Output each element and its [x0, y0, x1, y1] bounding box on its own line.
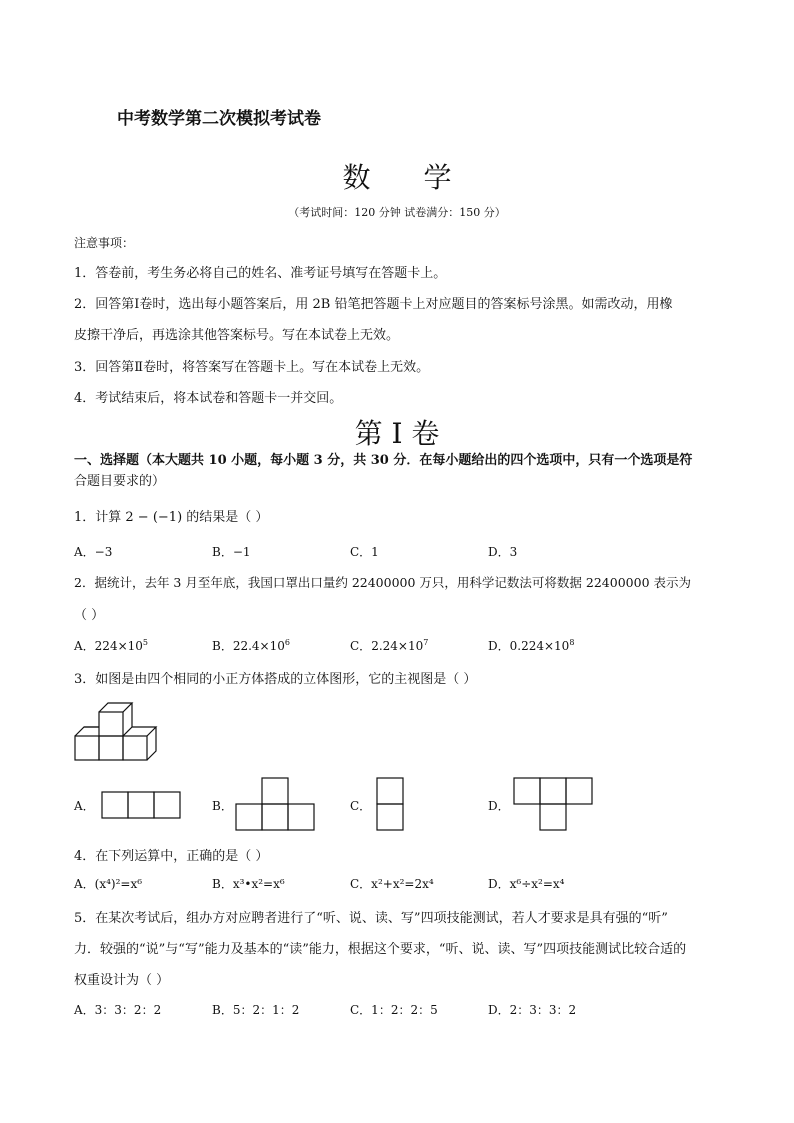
q1-option-a: A．−3 [74, 545, 113, 559]
notice-item-4: 4．考试结束后，将本试卷和答题卡一并交回。 [74, 391, 343, 406]
q2-stem-line2: （ ） [74, 608, 105, 623]
header-title: 中考数学第二次模拟考试卷 [117, 109, 321, 129]
q5-stem-line1: 5．在某次考试后，组办方对应聘者进行了“听、说、读、写”四项技能测试，若人才要求是具有强的“听” [74, 911, 668, 926]
q1-stem: 1．计算 2 − (−1) 的结果是（ ） [74, 510, 269, 525]
q2-option-b: B．$22.4\times 10^6$ [212, 638, 290, 653]
q4-option-d: D．x⁶÷x²=x⁴ [488, 877, 565, 891]
q5-option-b: B．5：2：1：2 [212, 1003, 300, 1017]
q5-stem-line2: 力．较强的“说”与“写”能力及基本的“读”能力，根据这个要求，“听、说、读、写”四项技能测试比较合适的 [74, 942, 687, 957]
notice-heading: 注意事项： [74, 236, 135, 250]
q3-solid-figure [74, 700, 158, 762]
q4-option-b: B．x³•x²=x⁶ [212, 877, 285, 891]
q2-option-d: D．$0.224\times 10^8$ [488, 638, 575, 653]
q3-stem: 3．如图是由四个相同的小正方体搭成的立体图形，它的主视图是（ ） [74, 672, 477, 687]
q1-option-d: D．3 [488, 545, 518, 559]
q2-stem-line1: 2．据统计，去年 3 月至年底，我国口罩出口量约 22400000 万只，用科学记数法可将数据 22400000 表示为 [74, 575, 691, 590]
q3-option-a-label: A． [74, 799, 95, 813]
q5-option-d: D．2：3：3：2 [488, 1003, 577, 1017]
notice-item-1: 1．答卷前，考生务必将自己的姓名、准考证号填写在答题卡上。 [74, 266, 447, 281]
q5-stem-line3: 权重设计为（ ） [74, 973, 170, 988]
q2-option-a: A．$224\times 10^5$ [74, 638, 148, 653]
q5-option-c: C．1：2：2：5 [350, 1003, 438, 1017]
volume-title: 第 I 卷 [354, 417, 440, 450]
q3-option-b-figure [235, 777, 317, 832]
section1-line1: 一、选择题（本大题共 10 小题，每小题 3 分，共 30 分．在每小题给出的四个选项中，只有一个选项是符 [74, 453, 693, 468]
exam-info: （考试时间：120 分钟 试卷满分：150 分） [288, 206, 506, 219]
q3-option-d-figure [513, 777, 595, 832]
q4-option-a: A．(x⁴)²=x⁶ [74, 877, 143, 891]
q1-option-c: C．1 [350, 545, 379, 559]
q3-option-c-label: C． [350, 799, 372, 813]
section1-line2: 合题目要求的） [74, 474, 166, 489]
q3-option-b-label: B． [212, 799, 233, 813]
notice-item-3: 3．回答第Ⅱ卷时，将答案写在答题卡上。写在本试卷上无效。 [74, 360, 430, 375]
q3-option-d-label: D． [488, 799, 510, 813]
q1-option-b: B．−1 [212, 545, 251, 559]
q3-option-c-figure [375, 777, 405, 832]
q3-option-a-figure [101, 791, 183, 820]
notice-item-2-cont: 皮擦干净后，再选涂其他答案标号。写在本试卷上无效。 [74, 328, 400, 343]
q5-option-a: A．3：3：2：2 [74, 1003, 162, 1017]
q4-option-c: C．x²+x²=2x⁴ [350, 877, 434, 891]
q4-stem: 4．在下列运算中，正确的是（ ） [74, 849, 269, 864]
main-title: 数 学 [342, 161, 474, 194]
notice-item-2: 2．回答第Ⅰ卷时，选出每小题答案后，用 2B 铅笔把答题卡上对应题目的答案标号涂黑。如需改动，用橡 [74, 297, 673, 312]
q2-option-c: C．$2.24\times 10^7$ [350, 638, 429, 653]
